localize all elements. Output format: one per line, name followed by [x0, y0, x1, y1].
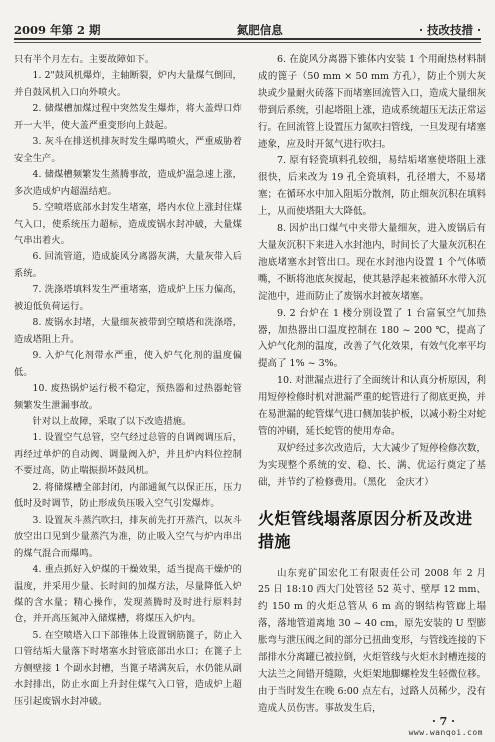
left-column — [14, 52, 242, 710]
paragraph: 9. 2 台炉在 1 楼分别设置了 1 台富氧空气加热器，加热器出口温度控制在 180 ~ 200 ℃，提高了入炉气化剂的温度，改善了气化效果，有效气化率平均提高了 1% ~ 3%。 — [258, 307, 487, 370]
paragraph: 双炉经过多次改造后，大大减少了短停检修次数，为实现整个系统的安、稳、长、满、优运行奠定了基础，并节约了检修费用。（黑化 金庆才） — [258, 442, 487, 488]
section-label: · 技改技措 · — [418, 23, 481, 37]
paragraph: 10. 废热锅炉运行极不稳定，预热器和过热器蛇管频繁发生泄漏事故。 — [14, 383, 242, 411]
paragraph: 针对以上故障，采取了以下改造措施。 — [32, 415, 192, 427]
paragraph: 10. 对泄漏点进行了全面统计和认真分析原因，利用短停检修时机对泄漏严重的蛇管进行了彻底更换，并在易泄漏的蛇管煤气进口侧加装护板，以减小粉尘对蛇管的冲刷，延长蛇管的使用寿命。 — [258, 375, 487, 437]
paragraph: 3. 设置灰斗蒸汽吹扫，排灰前先打开蒸汽，以灰斗放空出口见到少量蒸汽为准，防止吸入空气与炉内串出的煤气混合而爆鸣。 — [14, 514, 242, 559]
journal-name: 氮肥信息 — [236, 23, 283, 37]
paragraph: 2. 储煤槽加煤过程中突然发生爆炸，将大盖焊口炸开一大半，使大盖严重变形向上鼓起。 — [14, 103, 242, 131]
paragraph: 山东兖矿国宏化工有限责任公司 2008 年 2 月 25 日 18:10 西大门处管径 52 英寸、壁厚 12 mm、约 150 m 的火炬总管从 6 m 高的钢结构管廊上塌落，落地管道离地 30 ~ 40 cm，原先安装的 U 型膨胀弯与泄压阀之间的部分已扭曲变形，与管线连接的下部排水分离罐已被拉倒，火炬管线与火炬水封槽连接的大法兰之间错开缝隙，火炬架地脚螺栓发生轻微位移。由于当时发生在晚 6:00 点左右，过路人员稀少，没有造成人员伤害。事故发生后， — [258, 567, 487, 714]
article-title: 火炬管线塌落原因分析及改进措施 — [258, 508, 473, 551]
paragraph: 2. 将储煤槽全部封闭，内部通氮气以保正压，压力低时及时调节，防止形成负压吸入空气引发爆炸。 — [14, 481, 242, 510]
paragraph: 8. 废锅水封堵，大量细灰被带到空喷塔和洗涤塔，造成塔阻上升。 — [14, 317, 242, 345]
right-column — [258, 52, 486, 718]
header-rule-thin — [14, 42, 481, 43]
page-header — [14, 16, 481, 38]
paragraph: 6. 在旋风分离器下锥体内安装 1 个用耐热材料制成的篦子（50 mm × 50 mm 方孔），防止个别大灰块或少量耐火砖落下而堵塞回流管入口，造成大量细灰带到后系统，引起塔阻上涨，造成系统超压无法正常运行。在回流管上设置压力氮吹扫管线，一旦发现有堵塞迹象，应及时开氮气进行吹扫。 — [258, 54, 487, 150]
page-number: · 7 · — [432, 715, 455, 728]
paragraph: 3. 灰斗在排送机排灰时发生爆鸣喷火，严重威胁着安全生产。 — [14, 136, 242, 164]
issue-label: 2009 年第 2 期 — [14, 23, 101, 37]
paragraph: 8. 因炉出口煤气中夹带大量细灰，进入废锅后有大量灰沉积下来进入水封池内，时间长了大量灰沉积在池底堵塞水封管出口。现在水封池内设置 1 个气体喷嘴，不断将池底灰搅起，使其悬浮起来被循环水带入沉淀池中，进而防止了废锅水封被灰堵塞。 — [258, 223, 487, 302]
paragraph: 1. 设置空气总管，空气经过总管的自调阀调压后，再经过单炉的自动阀、调量阀入炉，并且炉内料位控制不要过高，防止喘振损坏鼓风机。 — [14, 432, 242, 477]
paragraph: 只有半个月左右。主要故障如下。 — [14, 54, 155, 65]
article-body — [14, 52, 487, 732]
paragraph: 6. 回流管道，造成旋风分离器灰满，大量灰带入后系统。 — [14, 251, 242, 279]
paragraph: 5. 在空喷塔入口下部锥体上设置钢筋篦子，防止入口管结垢大量落下时堵塞水封管底部出水口；在篦子上方侧壁接 1 个副水封槽，当篦子堵满灰后，水仍能从副水封排出，防止水面上升封住煤气入口管，造成炉上超压引起废锅水封冲破。 — [14, 629, 242, 707]
paragraph: 7. 洗涤塔填料发生严重堵塞，造成炉上压力偏高，被迫低负荷运行。 — [14, 284, 242, 312]
header-rule — [14, 38, 481, 40]
watermark: www.wanqoi.com — [408, 728, 483, 737]
paragraph: 7. 原有轻瓷填料孔较细，易结垢堵塞使塔阻上涨很快，后来改为 19 孔全瓷填料，孔径增大，不易堵塞；在循环水中加入阻垢分散剂，防止细灰沉积在填料上，从而使塔阻大大降低。 — [258, 155, 487, 218]
paragraph: 1. 2"鼓风机爆炸，主轴断裂，炉内大量煤气倒回，并自鼓风机入口向外喷火。 — [14, 70, 242, 98]
paragraph: 5. 空喷塔底部水封发生堵塞，塔内水位上涨封住煤气入口，使系统压力超标，造成废锅水封冲破，大量煤气串出着火。 — [14, 202, 242, 246]
paragraph: 9. 入炉气化剂带水严重，使入炉气化剂的温度偏低。 — [14, 350, 242, 378]
paragraph: 4. 重点抓好入炉煤的干燥效果，适当提高干燥炉的温度，并采用少量、长时间的加煤方法，尽量降低入炉煤的含水量；精心操作，发现蒸腾时及时进行原料封仓，并开高压氮冲入储煤槽，将煤压入炉内。 — [14, 564, 242, 625]
paragraph: 4. 储煤槽频繁发生蒸腾事故，造成炉温急速上涨，多次造成炉内超温结疤。 — [14, 169, 242, 197]
